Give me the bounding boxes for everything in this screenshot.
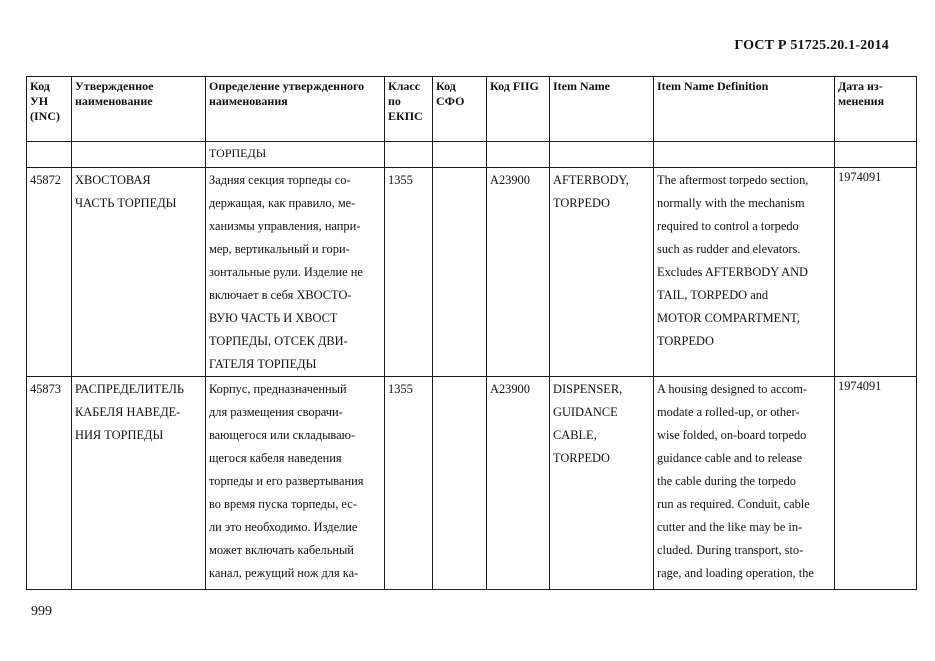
fiig-code: A23900 — [487, 377, 550, 590]
sfo-code — [433, 377, 487, 590]
col-header-sfo: Код СФО — [433, 77, 487, 142]
change-date: 1974091 — [835, 377, 917, 590]
col-header-inc: Код УН (INC) — [27, 77, 72, 142]
approved-name: ХВОСТОВАЯ ЧАСТЬ ТОРПЕДЫ — [72, 168, 206, 377]
fiig-code: A23900 — [487, 168, 550, 377]
continuation-row — [27, 142, 917, 168]
col-header-date: Дата из-менения — [835, 77, 917, 142]
ekps-class: 1355 — [385, 377, 433, 590]
page-number: 999 — [31, 604, 52, 619]
header-row — [27, 77, 917, 142]
item-name: AFTERBODY, TORPEDO — [550, 168, 654, 377]
item-name-definition: A housing designed to accom- modate a rolled-up, or other- wise folded, on-board torpedo guidance cable and to release the cable during the torpedo run as required. Conduit, cable cutter and the like may be in- cluded. During transport, sto- rage, and loading operation, the — [654, 377, 835, 590]
name-definition: Задняя секция торпеды со- держащая, как правило, ме- ханизмы управления, напри- мер, вертикальный и гори- зонтальные рули. Изделие не включает в себя ХВОСТО- ВУЮ ЧАСТЬ И ХВОСТ ТОРПЕДЫ, ОТСЕК ДВИ- ГАТЕЛЯ ТОРПЕДЫ — [206, 168, 385, 377]
col-header-ekps: Класс по ЕКПС — [385, 77, 433, 142]
approved-name: РАСПРЕДЕЛИТЕЛЬ КАБЕЛЯ НАВЕДЕ- НИЯ ТОРПЕДЫ — [72, 377, 206, 590]
table-row — [27, 168, 917, 377]
sfo-code — [433, 168, 487, 377]
col-header-item-definition: Item Name Definition — [654, 77, 835, 142]
name-definition: Корпус, предназначенный для размещения сворачи- вающегося или складываю- щегося кабеля наведения торпеды и его развертывания во время пуска торпеды, ес- ли это необходимо. Изделие может включать кабельный канал, режущий нож для ка- — [206, 377, 385, 590]
change-date: 1974091 — [835, 168, 917, 377]
col-header-definition: Определение утвержденного наименования — [206, 77, 385, 142]
col-header-approved-name: Утвержденное наименование — [72, 77, 206, 142]
item-name: DISPENSER, GUIDANCE CABLE, TORPEDO — [550, 377, 654, 590]
ekps-class: 1355 — [385, 168, 433, 377]
classification-table — [26, 76, 917, 590]
inc-code: 45872 — [27, 168, 72, 377]
col-header-item-name: Item Name — [550, 77, 654, 142]
col-header-fiig: Код FIIG — [487, 77, 550, 142]
table-row — [27, 377, 917, 590]
standard-number: ГОСТ Р 51725.20.1-2014 — [734, 38, 889, 53]
item-name-definition: The aftermost torpedo section, normally with the mechanism required to control a torpedo such as rudder and elevators. Excludes AFTERBODY AND TAIL, TORPEDO and MOTOR COMPARTMENT, TORPEDO — [654, 168, 835, 377]
inc-code: 45873 — [27, 377, 72, 590]
continuation-definition: ТОРПЕДЫ — [206, 142, 385, 168]
